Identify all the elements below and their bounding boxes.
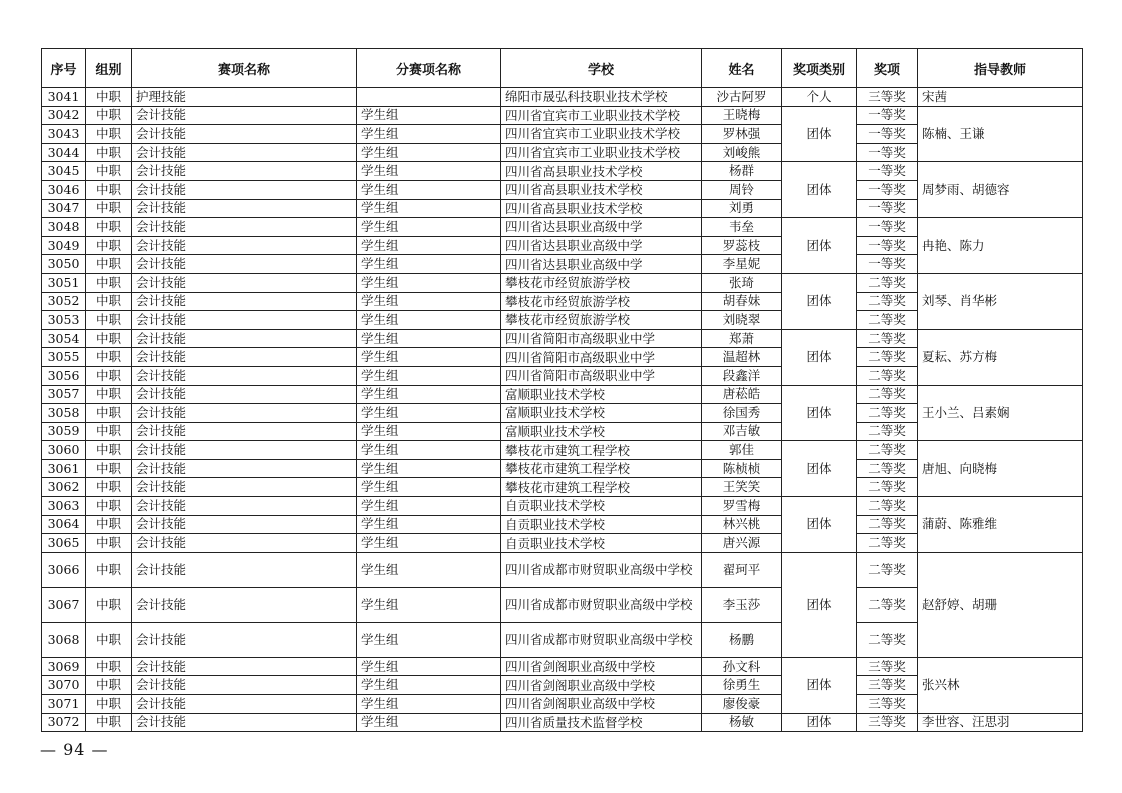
cell-school: 绵阳市晟弘科技职业技术学校: [501, 88, 702, 107]
cell-serial-number: 3063: [42, 497, 86, 516]
cell-group: 中职: [86, 676, 132, 695]
cell-group: 中职: [86, 713, 132, 732]
cell-student-name: 韦垒: [702, 218, 782, 237]
cell-award-type: 团体: [782, 218, 857, 274]
cell-student-name: 邓吉敏: [702, 422, 782, 441]
cell-group: 中职: [86, 534, 132, 553]
cell-award-level: 二等奖: [857, 441, 918, 460]
cell-award-type: 团体: [782, 273, 857, 329]
cell-event-name: 会计技能: [132, 422, 357, 441]
page-number: — 94 —: [40, 740, 109, 759]
cell-serial-number: 3055: [42, 348, 86, 367]
cell-group: 中职: [86, 348, 132, 367]
cell-award-level: 二等奖: [857, 459, 918, 478]
header-cell: 奖项: [857, 49, 918, 88]
header-cell: 组别: [86, 49, 132, 88]
cell-sub-event: 学生组: [357, 125, 501, 144]
table-row: [42, 88, 1083, 107]
cell-event-name: 会计技能: [132, 676, 357, 695]
cell-school: 四川省达县职业高级中学: [501, 236, 702, 255]
cell-student-name: 王笑笑: [702, 478, 782, 497]
cell-sub-event: 学生组: [357, 311, 501, 330]
cell-student-name: 罗林强: [702, 125, 782, 144]
cell-serial-number: 3052: [42, 292, 86, 311]
cell-award-level: 一等奖: [857, 125, 918, 144]
cell-award-level: 二等奖: [857, 292, 918, 311]
cell-event-name: 会计技能: [132, 552, 357, 587]
cell-group: 中职: [86, 622, 132, 657]
cell-sub-event: 学生组: [357, 348, 501, 367]
header-cell: 分赛项名称: [357, 49, 501, 88]
cell-instructor: 刘琴、肖华彬: [918, 273, 1083, 329]
cell-school: 四川省剑阁职业高级中学校: [501, 676, 702, 695]
cell-instructor: 宋茜: [918, 88, 1083, 107]
cell-group: 中职: [86, 236, 132, 255]
cell-instructor: 陈楠、王谦: [918, 106, 1083, 162]
cell-sub-event: 学生组: [357, 143, 501, 162]
cell-school: 四川省宜宾市工业职业技术学校: [501, 143, 702, 162]
cell-school: 四川省高县职业技术学校: [501, 199, 702, 218]
cell-school: 四川省宜宾市工业职业技术学校: [501, 125, 702, 144]
cell-event-name: 会计技能: [132, 273, 357, 292]
cell-school: 四川省剑阁职业高级中学校: [501, 695, 702, 714]
cell-instructor: 冉艳、陈力: [918, 218, 1083, 274]
cell-group: 中职: [86, 125, 132, 144]
cell-group: 中职: [86, 88, 132, 107]
cell-award-level: 二等奖: [857, 329, 918, 348]
cell-student-name: 孙文科: [702, 657, 782, 676]
cell-sub-event: 学生组: [357, 385, 501, 404]
cell-serial-number: 3054: [42, 329, 86, 348]
cell-serial-number: 3060: [42, 441, 86, 460]
cell-award-level: 二等奖: [857, 422, 918, 441]
cell-award-type: 个人: [782, 88, 857, 107]
cell-event-name: 会计技能: [132, 199, 357, 218]
cell-group: 中职: [86, 255, 132, 274]
cell-group: 中职: [86, 329, 132, 348]
cell-award-type: 团体: [782, 552, 857, 657]
cell-group: 中职: [86, 497, 132, 516]
cell-school: 四川省成都市财贸职业高级中学校: [501, 622, 702, 657]
cell-award-level: 二等奖: [857, 366, 918, 385]
cell-sub-event: 学生组: [357, 622, 501, 657]
cell-event-name: 会计技能: [132, 622, 357, 657]
cell-school: 自贡职业技术学校: [501, 534, 702, 553]
cell-group: 中职: [86, 292, 132, 311]
cell-award-type: 团体: [782, 162, 857, 218]
cell-award-level: 三等奖: [857, 713, 918, 732]
cell-sub-event: 学生组: [357, 587, 501, 622]
table-row: [42, 385, 1083, 404]
cell-event-name: 会计技能: [132, 106, 357, 125]
cell-school: 四川省达县职业高级中学: [501, 255, 702, 274]
cell-event-name: 会计技能: [132, 587, 357, 622]
header-cell: 赛项名称: [132, 49, 357, 88]
cell-serial-number: 3046: [42, 180, 86, 199]
cell-school: 四川省高县职业技术学校: [501, 180, 702, 199]
cell-school: 攀枝花市经贸旅游学校: [501, 292, 702, 311]
cell-award-level: 一等奖: [857, 106, 918, 125]
cell-group: 中职: [86, 311, 132, 330]
cell-award-level: 二等奖: [857, 273, 918, 292]
cell-student-name: 李星妮: [702, 255, 782, 274]
cell-event-name: 会计技能: [132, 311, 357, 330]
cell-sub-event: 学生组: [357, 676, 501, 695]
cell-serial-number: 3049: [42, 236, 86, 255]
cell-event-name: 会计技能: [132, 497, 357, 516]
cell-award-type: 团体: [782, 329, 857, 385]
cell-group: 中职: [86, 199, 132, 218]
cell-group: 中职: [86, 404, 132, 423]
cell-sub-event: 学生组: [357, 534, 501, 553]
cell-group: 中职: [86, 273, 132, 292]
cell-award-level: 一等奖: [857, 180, 918, 199]
table-row: [42, 218, 1083, 237]
cell-event-name: 会计技能: [132, 143, 357, 162]
cell-event-name: 会计技能: [132, 348, 357, 367]
table-row: [42, 329, 1083, 348]
cell-event-name: 会计技能: [132, 657, 357, 676]
cell-serial-number: 3043: [42, 125, 86, 144]
cell-serial-number: 3050: [42, 255, 86, 274]
cell-award-level: 一等奖: [857, 236, 918, 255]
cell-award-level: 三等奖: [857, 657, 918, 676]
cell-serial-number: 3068: [42, 622, 86, 657]
cell-serial-number: 3051: [42, 273, 86, 292]
cell-group: 中职: [86, 657, 132, 676]
cell-serial-number: 3041: [42, 88, 86, 107]
header-cell: 序号: [42, 49, 86, 88]
cell-serial-number: 3059: [42, 422, 86, 441]
cell-award-level: 三等奖: [857, 695, 918, 714]
cell-award-level: 二等奖: [857, 404, 918, 423]
cell-sub-event: 学生组: [357, 497, 501, 516]
cell-student-name: 林兴桃: [702, 515, 782, 534]
cell-school: 四川省简阳市高级职业中学: [501, 329, 702, 348]
cell-student-name: 陈桢桢: [702, 459, 782, 478]
cell-student-name: 杨群: [702, 162, 782, 181]
cell-school: 四川省剑阁职业高级中学校: [501, 657, 702, 676]
cell-award-type: 团体: [782, 385, 857, 441]
cell-student-name: 廖俊豪: [702, 695, 782, 714]
cell-award-level: 二等奖: [857, 515, 918, 534]
cell-award-level: 一等奖: [857, 162, 918, 181]
cell-school: 四川省成都市财贸职业高级中学校: [501, 587, 702, 622]
cell-sub-event: 学生组: [357, 273, 501, 292]
cell-serial-number: 3048: [42, 218, 86, 237]
cell-group: 中职: [86, 552, 132, 587]
cell-event-name: 会计技能: [132, 534, 357, 553]
cell-event-name: 会计技能: [132, 459, 357, 478]
cell-sub-event: 学生组: [357, 422, 501, 441]
cell-group: 中职: [86, 422, 132, 441]
cell-sub-event: 学生组: [357, 292, 501, 311]
cell-sub-event: 学生组: [357, 441, 501, 460]
cell-serial-number: 3042: [42, 106, 86, 125]
cell-student-name: 沙古阿罗: [702, 88, 782, 107]
cell-sub-event: 学生组: [357, 236, 501, 255]
cell-award-level: 二等奖: [857, 622, 918, 657]
awards-table: [41, 48, 1083, 732]
cell-group: 中职: [86, 180, 132, 199]
cell-award-level: 二等奖: [857, 311, 918, 330]
cell-event-name: 会计技能: [132, 385, 357, 404]
cell-award-level: 二等奖: [857, 587, 918, 622]
cell-school: 四川省成都市财贸职业高级中学校: [501, 552, 702, 587]
cell-school: 攀枝花市经贸旅游学校: [501, 273, 702, 292]
cell-sub-event: 学生组: [357, 162, 501, 181]
table-row: [42, 441, 1083, 460]
table-row: [42, 552, 1083, 587]
cell-school: 四川省简阳市高级职业中学: [501, 366, 702, 385]
cell-sub-event: 学生组: [357, 255, 501, 274]
cell-event-name: 会计技能: [132, 404, 357, 423]
cell-award-level: 二等奖: [857, 478, 918, 497]
cell-group: 中职: [86, 459, 132, 478]
cell-event-name: 会计技能: [132, 162, 357, 181]
cell-sub-event: 学生组: [357, 713, 501, 732]
cell-event-name: 会计技能: [132, 478, 357, 497]
cell-student-name: 唐兴源: [702, 534, 782, 553]
cell-student-name: 徐国秀: [702, 404, 782, 423]
cell-sub-event: 学生组: [357, 199, 501, 218]
cell-group: 中职: [86, 143, 132, 162]
cell-sub-event: 学生组: [357, 552, 501, 587]
cell-event-name: 会计技能: [132, 255, 357, 274]
cell-award-level: 二等奖: [857, 348, 918, 367]
cell-student-name: 郭佳: [702, 441, 782, 460]
cell-student-name: 罗雪梅: [702, 497, 782, 516]
cell-serial-number: 3061: [42, 459, 86, 478]
cell-event-name: 会计技能: [132, 218, 357, 237]
cell-student-name: 徐勇生: [702, 676, 782, 695]
cell-sub-event: 学生组: [357, 459, 501, 478]
cell-serial-number: 3065: [42, 534, 86, 553]
table-row: [42, 273, 1083, 292]
cell-serial-number: 3044: [42, 143, 86, 162]
cell-student-name: 翟珂平: [702, 552, 782, 587]
cell-instructor: 唐旭、向晓梅: [918, 441, 1083, 497]
table-row: [42, 657, 1083, 676]
cell-group: 中职: [86, 478, 132, 497]
cell-event-name: 会计技能: [132, 713, 357, 732]
cell-sub-event: 学生组: [357, 515, 501, 534]
cell-event-name: 会计技能: [132, 292, 357, 311]
table-row: [42, 497, 1083, 516]
cell-instructor: 赵舒婷、胡珊: [918, 552, 1083, 657]
cell-student-name: 周铃: [702, 180, 782, 199]
table-body: [42, 88, 1083, 732]
cell-serial-number: 3069: [42, 657, 86, 676]
cell-event-name: 会计技能: [132, 515, 357, 534]
cell-student-name: 唐菘皓: [702, 385, 782, 404]
cell-serial-number: 3071: [42, 695, 86, 714]
header-cell: 姓名: [702, 49, 782, 88]
cell-sub-event: 学生组: [357, 695, 501, 714]
cell-student-name: 刘勇: [702, 199, 782, 218]
cell-serial-number: 3070: [42, 676, 86, 695]
cell-sub-event: [357, 88, 501, 107]
cell-group: 中职: [86, 218, 132, 237]
cell-school: 自贡职业技术学校: [501, 497, 702, 516]
cell-instructor: 夏耘、苏方梅: [918, 329, 1083, 385]
cell-instructor: 张兴林: [918, 657, 1083, 713]
cell-award-level: 二等奖: [857, 497, 918, 516]
cell-serial-number: 3066: [42, 552, 86, 587]
header-cell: 学校: [501, 49, 702, 88]
cell-school: 四川省简阳市高级职业中学: [501, 348, 702, 367]
cell-award-level: 二等奖: [857, 552, 918, 587]
cell-student-name: 郑萧: [702, 329, 782, 348]
cell-serial-number: 3064: [42, 515, 86, 534]
cell-event-name: 会计技能: [132, 180, 357, 199]
cell-school: 四川省质量技术监督学校: [501, 713, 702, 732]
cell-sub-event: 学生组: [357, 106, 501, 125]
cell-event-name: 护理技能: [132, 88, 357, 107]
cell-award-level: 三等奖: [857, 676, 918, 695]
cell-serial-number: 3053: [42, 311, 86, 330]
cell-school: 四川省高县职业技术学校: [501, 162, 702, 181]
cell-group: 中职: [86, 515, 132, 534]
cell-serial-number: 3047: [42, 199, 86, 218]
cell-instructor: 李世容、汪思羽: [918, 713, 1083, 732]
cell-award-type: 团体: [782, 713, 857, 732]
cell-award-level: 一等奖: [857, 218, 918, 237]
cell-student-name: 刘晓翠: [702, 311, 782, 330]
cell-instructor: 周梦雨、胡德容: [918, 162, 1083, 218]
cell-award-level: 二等奖: [857, 534, 918, 553]
cell-award-level: 二等奖: [857, 385, 918, 404]
cell-serial-number: 3056: [42, 366, 86, 385]
cell-event-name: 会计技能: [132, 441, 357, 460]
cell-award-type: 团体: [782, 106, 857, 162]
cell-group: 中职: [86, 441, 132, 460]
cell-school: 四川省宜宾市工业职业技术学校: [501, 106, 702, 125]
cell-school: 攀枝花市建筑工程学校: [501, 441, 702, 460]
cell-sub-event: 学生组: [357, 180, 501, 199]
cell-event-name: 会计技能: [132, 125, 357, 144]
cell-award-level: 一等奖: [857, 143, 918, 162]
cell-instructor: 王小兰、吕素娴: [918, 385, 1083, 441]
cell-group: 中职: [86, 106, 132, 125]
cell-group: 中职: [86, 695, 132, 714]
cell-student-name: 温超林: [702, 348, 782, 367]
cell-group: 中职: [86, 385, 132, 404]
cell-student-name: 李玉莎: [702, 587, 782, 622]
cell-student-name: 胡春妹: [702, 292, 782, 311]
cell-group: 中职: [86, 587, 132, 622]
cell-serial-number: 3067: [42, 587, 86, 622]
cell-sub-event: 学生组: [357, 218, 501, 237]
cell-student-name: 刘峻熊: [702, 143, 782, 162]
cell-event-name: 会计技能: [132, 366, 357, 385]
cell-school: 富顺职业技术学校: [501, 385, 702, 404]
cell-serial-number: 3072: [42, 713, 86, 732]
cell-group: 中职: [86, 162, 132, 181]
header-row: [42, 49, 1083, 88]
cell-sub-event: 学生组: [357, 366, 501, 385]
table-row: [42, 106, 1083, 125]
cell-serial-number: 3058: [42, 404, 86, 423]
cell-award-level: 一等奖: [857, 199, 918, 218]
table-row: [42, 162, 1083, 181]
cell-award-type: 团体: [782, 657, 857, 713]
header-cell: 奖项类别: [782, 49, 857, 88]
cell-serial-number: 3057: [42, 385, 86, 404]
cell-award-type: 团体: [782, 441, 857, 497]
cell-school: 富顺职业技术学校: [501, 404, 702, 423]
cell-award-level: 三等奖: [857, 88, 918, 107]
cell-school: 攀枝花市经贸旅游学校: [501, 311, 702, 330]
cell-event-name: 会计技能: [132, 329, 357, 348]
cell-event-name: 会计技能: [132, 695, 357, 714]
cell-school: 四川省达县职业高级中学: [501, 218, 702, 237]
cell-sub-event: 学生组: [357, 478, 501, 497]
cell-student-name: 杨敏: [702, 713, 782, 732]
cell-student-name: 段鑫洋: [702, 366, 782, 385]
cell-student-name: 王晓梅: [702, 106, 782, 125]
header-cell: 指导教师: [918, 49, 1083, 88]
cell-instructor: 蒲蔚、陈雅维: [918, 497, 1083, 553]
cell-award-level: 一等奖: [857, 255, 918, 274]
cell-event-name: 会计技能: [132, 236, 357, 255]
cell-student-name: 杨鹏: [702, 622, 782, 657]
cell-group: 中职: [86, 366, 132, 385]
cell-school: 攀枝花市建筑工程学校: [501, 478, 702, 497]
cell-student-name: 罗蕊枝: [702, 236, 782, 255]
cell-sub-event: 学生组: [357, 657, 501, 676]
cell-student-name: 张琦: [702, 273, 782, 292]
cell-school: 攀枝花市建筑工程学校: [501, 459, 702, 478]
cell-serial-number: 3062: [42, 478, 86, 497]
cell-school: 富顺职业技术学校: [501, 422, 702, 441]
table-row: [42, 713, 1083, 732]
cell-school: 自贡职业技术学校: [501, 515, 702, 534]
cell-sub-event: 学生组: [357, 329, 501, 348]
cell-award-type: 团体: [782, 497, 857, 553]
cell-serial-number: 3045: [42, 162, 86, 181]
cell-sub-event: 学生组: [357, 404, 501, 423]
